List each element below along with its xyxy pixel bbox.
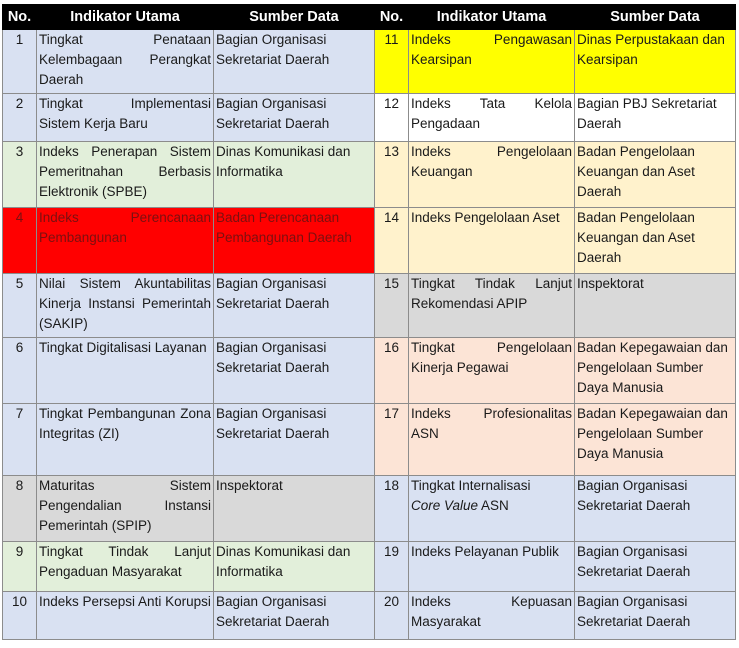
indicator-text-tail: ASN bbox=[478, 498, 509, 513]
header-indikator-left: Indikator Utama bbox=[37, 5, 214, 30]
indicator-text-italic: Core Value bbox=[411, 498, 479, 513]
row-number: 7 bbox=[3, 404, 37, 476]
indicator-cell: Indeks Pengelolaan Aset bbox=[409, 208, 575, 274]
source-cell: Bagian Organisasi Sekretariat Daerah bbox=[214, 94, 375, 142]
indicator-cell: Tingkat Implementasi Sistem Kerja Baru bbox=[37, 94, 214, 142]
table-row bbox=[3, 592, 736, 640]
source-cell: Dinas Perpustakaan dan Kearsipan bbox=[575, 30, 736, 94]
indicator-cell: Indeks Tata Kelola Pengadaan bbox=[409, 94, 575, 142]
indicator-cell: Tingkat Tindak Lanjut Rekomendasi APIP bbox=[409, 274, 575, 338]
row-number: 9 bbox=[3, 542, 37, 592]
source-cell: Bagian Organisasi Sekretariat Daerah bbox=[214, 404, 375, 476]
row-number: 11 bbox=[375, 30, 409, 94]
indicator-cell: Tingkat Digitalisasi Layanan bbox=[37, 338, 214, 404]
table-row bbox=[3, 542, 736, 592]
row-number: 17 bbox=[375, 404, 409, 476]
header-indikator-right: Indikator Utama bbox=[409, 5, 575, 30]
indicator-cell: Maturitas Sistem Pengendalian Instansi Pemerintah (SPIP) bbox=[37, 476, 214, 542]
table-row bbox=[3, 30, 736, 94]
source-cell: Bagian PBJ Sekretariat Daerah bbox=[575, 94, 736, 142]
row-number: 12 bbox=[375, 94, 409, 142]
indicator-cell: Indeks Pengelolaan Keuangan bbox=[409, 142, 575, 208]
indicator-cell bbox=[409, 476, 575, 542]
row-number: 19 bbox=[375, 542, 409, 592]
source-cell: Bagian Organisasi Sekretariat Daerah bbox=[575, 476, 736, 542]
source-cell: Bagian Organisasi Sekretariat Daerah bbox=[214, 338, 375, 404]
indicator-cell: Indeks Profesionalitas ASN bbox=[409, 404, 575, 476]
table-row bbox=[3, 338, 736, 404]
source-cell: Inspektorat bbox=[214, 476, 375, 542]
header-row bbox=[3, 5, 736, 30]
source-cell: Dinas Komunikasi dan Informatika bbox=[214, 542, 375, 592]
row-number: 1 bbox=[3, 30, 37, 94]
row-number: 15 bbox=[375, 274, 409, 338]
source-cell: Dinas Komunikasi dan Informatika bbox=[214, 142, 375, 208]
table-row bbox=[3, 94, 736, 142]
indicator-cell: Indeks Persepsi Anti Korupsi bbox=[37, 592, 214, 640]
row-number: 3 bbox=[3, 142, 37, 208]
source-cell: Badan Perencanaan Pembangunan Daerah bbox=[214, 208, 375, 274]
row-number: 4 bbox=[3, 208, 37, 274]
source-cell: Bagian Organisasi Sekretariat Daerah bbox=[575, 592, 736, 640]
source-cell: Badan Pengelolaan Keuangan dan Aset Daerah bbox=[575, 208, 736, 274]
header-no-right: No. bbox=[375, 5, 409, 30]
header-sumber-left: Sumber Data bbox=[214, 5, 375, 30]
row-number: 2 bbox=[3, 94, 37, 142]
source-cell: Badan Kepegawaian dan Pengelolaan Sumber Daya Manusia bbox=[575, 338, 736, 404]
source-cell: Bagian Organisasi Sekretariat Daerah bbox=[575, 542, 736, 592]
row-number: 10 bbox=[3, 592, 37, 640]
indicator-cell: Tingkat Penataan Kelembagaan Perangkat Daerah bbox=[37, 30, 214, 94]
indicator-cell: Indeks Perencanaan Pembangunan bbox=[37, 208, 214, 274]
table-row bbox=[3, 142, 736, 208]
table-row bbox=[3, 208, 736, 274]
indicator-cell: Indeks Kepuasan Masyarakat bbox=[409, 592, 575, 640]
row-number: 8 bbox=[3, 476, 37, 542]
row-number: 18 bbox=[375, 476, 409, 542]
row-number: 16 bbox=[375, 338, 409, 404]
source-cell: Badan Pengelolaan Keuangan dan Aset Daerah bbox=[575, 142, 736, 208]
table-row bbox=[3, 274, 736, 338]
indicator-cell: Nilai Sistem Akuntabilitas Kinerja Instansi Pemerintah (SAKIP) bbox=[37, 274, 214, 338]
row-number: 6 bbox=[3, 338, 37, 404]
indicator-cell: Tingkat Pembangunan Zona Integritas (ZI) bbox=[37, 404, 214, 476]
table-row bbox=[3, 404, 736, 476]
row-number: 20 bbox=[375, 592, 409, 640]
row-number: 5 bbox=[3, 274, 37, 338]
source-cell: Inspektorat bbox=[575, 274, 736, 338]
indicator-cell: Tingkat Tindak Lanjut Pengaduan Masyarakat bbox=[37, 542, 214, 592]
source-cell: Badan Kepegawaian dan Pengelolaan Sumber Daya Manusia bbox=[575, 404, 736, 476]
indicator-cell: Indeks Pengawasan Kearsipan bbox=[409, 30, 575, 94]
table-row bbox=[3, 476, 736, 542]
source-cell: Bagian Organisasi Sekretariat Daerah bbox=[214, 592, 375, 640]
indicator-cell: Tingkat Pengelolaan Kinerja Pegawai bbox=[409, 338, 575, 404]
header-no-left: No. bbox=[3, 5, 37, 30]
source-cell: Bagian Organisasi Sekretariat Daerah bbox=[214, 30, 375, 94]
indicator-table bbox=[2, 4, 736, 640]
source-cell: Bagian Organisasi Sekretariat Daerah bbox=[214, 274, 375, 338]
indicator-cell: Indeks Penerapan Sistem Pemeritnahan Berbasis Elektronik (SPBE) bbox=[37, 142, 214, 208]
header-sumber-right: Sumber Data bbox=[575, 5, 736, 30]
indicator-cell: Indeks Pelayanan Publik bbox=[409, 542, 575, 592]
row-number: 14 bbox=[375, 208, 409, 274]
row-number: 13 bbox=[375, 142, 409, 208]
indicator-text: Tingkat Internalisasi bbox=[411, 478, 531, 493]
